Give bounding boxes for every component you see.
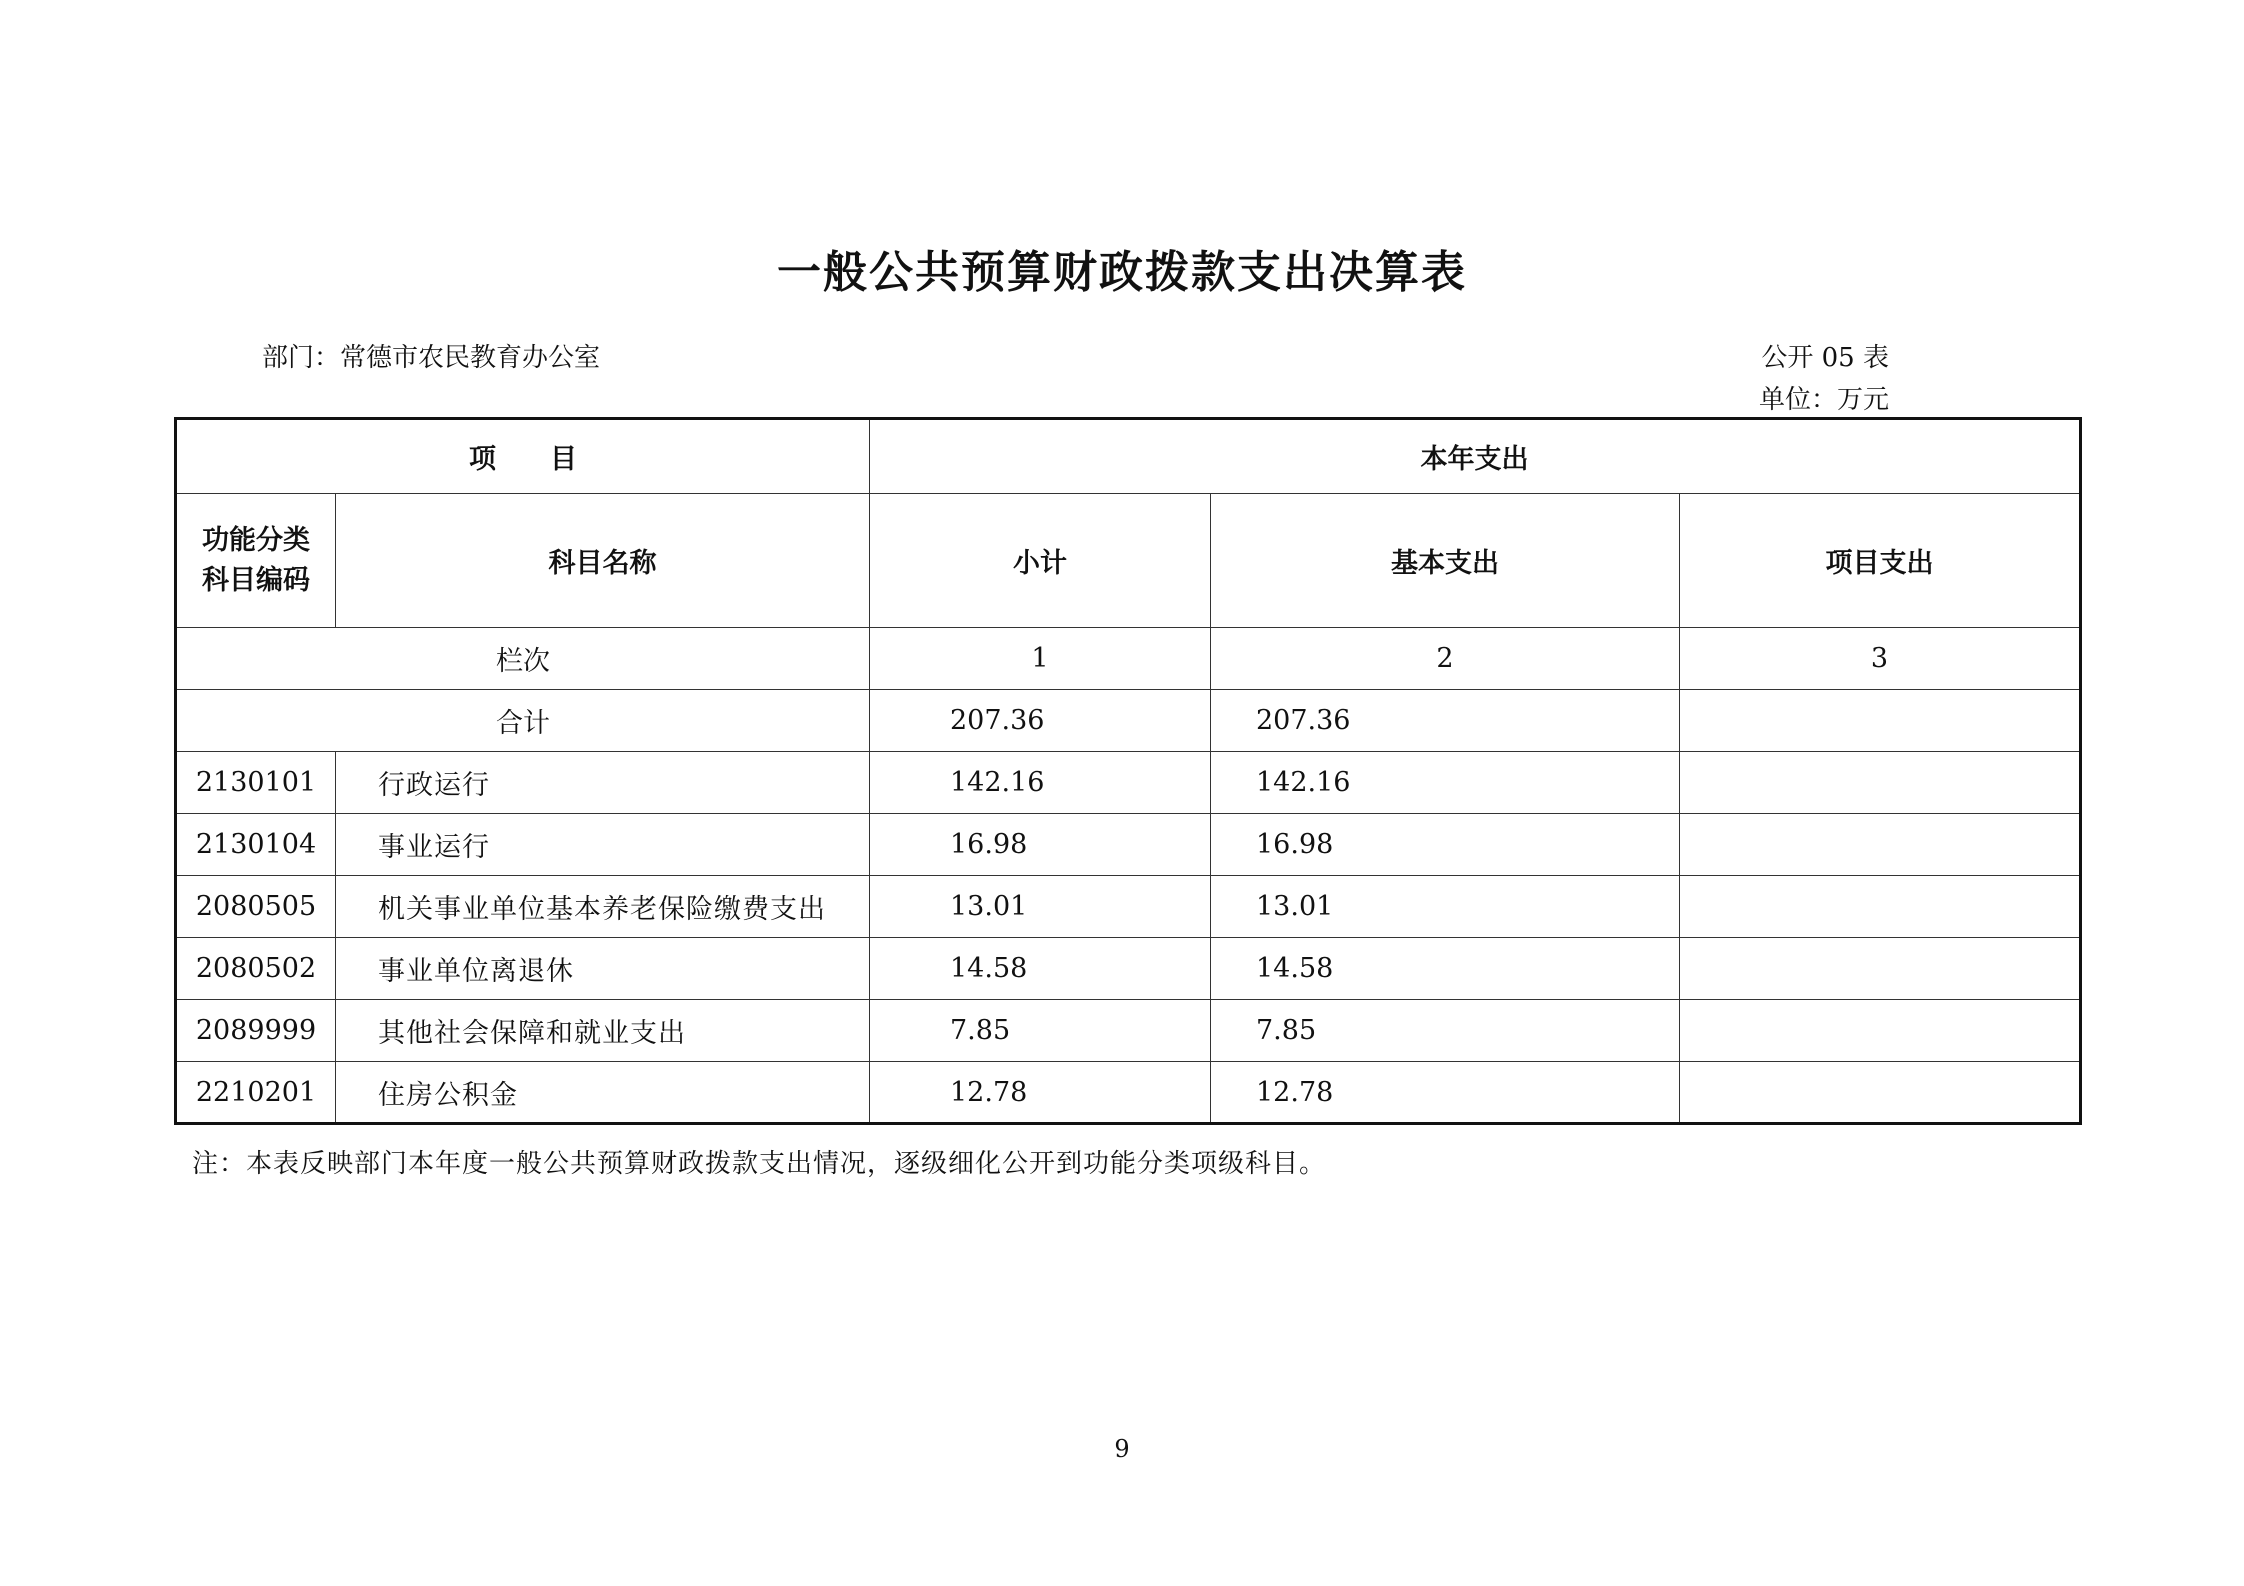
- table-row: [176, 1062, 2081, 1124]
- table-row: [176, 1000, 2081, 1062]
- header-current-year: 本年支出: [870, 419, 2081, 494]
- row-basic: 16.98: [1211, 814, 1680, 876]
- row-basic: 12.78: [1211, 1062, 1680, 1124]
- header-code-line2: 科目编码: [202, 564, 310, 596]
- column-index-1: 1: [870, 628, 1211, 690]
- total-subtotal: 207.36: [870, 690, 1211, 752]
- row-project: [1680, 1000, 2081, 1062]
- total-row: [176, 690, 2081, 752]
- row-name: 事业运行: [336, 814, 870, 876]
- row-name: 机关事业单位基本养老保险缴费支出: [336, 876, 870, 938]
- row-code: 2089999: [176, 1000, 336, 1062]
- header-item: 项 目: [176, 419, 870, 494]
- unit-label: 单位：万元: [1758, 385, 1889, 415]
- column-index-row: [176, 628, 2081, 690]
- table-row: [176, 752, 2081, 814]
- table-row: [176, 876, 2081, 938]
- row-name: 住房公积金: [336, 1062, 870, 1124]
- header-code: [176, 494, 336, 628]
- row-project: [1680, 1062, 2081, 1124]
- department-label: 部门：常德市农民教育办公室: [262, 343, 601, 373]
- column-index-2: 2: [1211, 628, 1680, 690]
- row-basic: 14.58: [1211, 938, 1680, 1000]
- row-name: 事业单位离退休: [336, 938, 870, 1000]
- row-project: [1680, 876, 2081, 938]
- table-row: [176, 814, 2081, 876]
- row-basic: 7.85: [1211, 1000, 1680, 1062]
- header-code-line1: 功能分类: [202, 524, 310, 556]
- total-project: [1680, 690, 2081, 752]
- row-code: 2130101: [176, 752, 336, 814]
- total-basic: 207.36: [1211, 690, 1680, 752]
- header-row-top: [176, 419, 2081, 494]
- row-subtotal: 142.16: [870, 752, 1211, 814]
- table-note: 注：本表反映部门本年度一般公共预算财政拨款支出情况，逐级细化公开到功能分类项级科目。: [192, 1149, 1327, 1179]
- row-code: 2080502: [176, 938, 336, 1000]
- row-basic: 13.01: [1211, 876, 1680, 938]
- row-basic: 142.16: [1211, 752, 1680, 814]
- row-code: 2130104: [176, 814, 336, 876]
- page-title: 一般公共预算财政拨款支出决算表: [777, 247, 1467, 298]
- row-subtotal: 7.85: [870, 1000, 1211, 1062]
- budget-table: [174, 417, 2082, 1125]
- header-row-sub: [176, 494, 2081, 628]
- row-project: [1680, 938, 2081, 1000]
- row-subtotal: 16.98: [870, 814, 1211, 876]
- total-label: 合计: [176, 690, 870, 752]
- row-project: [1680, 814, 2081, 876]
- column-index-label: 栏次: [176, 628, 870, 690]
- row-project: [1680, 752, 2081, 814]
- row-code: 2210201: [176, 1062, 336, 1124]
- row-name: 行政运行: [336, 752, 870, 814]
- row-subtotal: 13.01: [870, 876, 1211, 938]
- page-number: 9: [1114, 1435, 1130, 1463]
- table-row: [176, 938, 2081, 1000]
- header-name: 科目名称: [336, 494, 870, 628]
- column-index-3: 3: [1680, 628, 2081, 690]
- header-subtotal: 小计: [870, 494, 1211, 628]
- row-subtotal: 12.78: [870, 1062, 1211, 1124]
- header-basic: 基本支出: [1211, 494, 1680, 628]
- row-subtotal: 14.58: [870, 938, 1211, 1000]
- row-name: 其他社会保障和就业支出: [336, 1000, 870, 1062]
- header-project: 项目支出: [1680, 494, 2081, 628]
- form-number: 公开 05 表: [1761, 343, 1889, 373]
- row-code: 2080505: [176, 876, 336, 938]
